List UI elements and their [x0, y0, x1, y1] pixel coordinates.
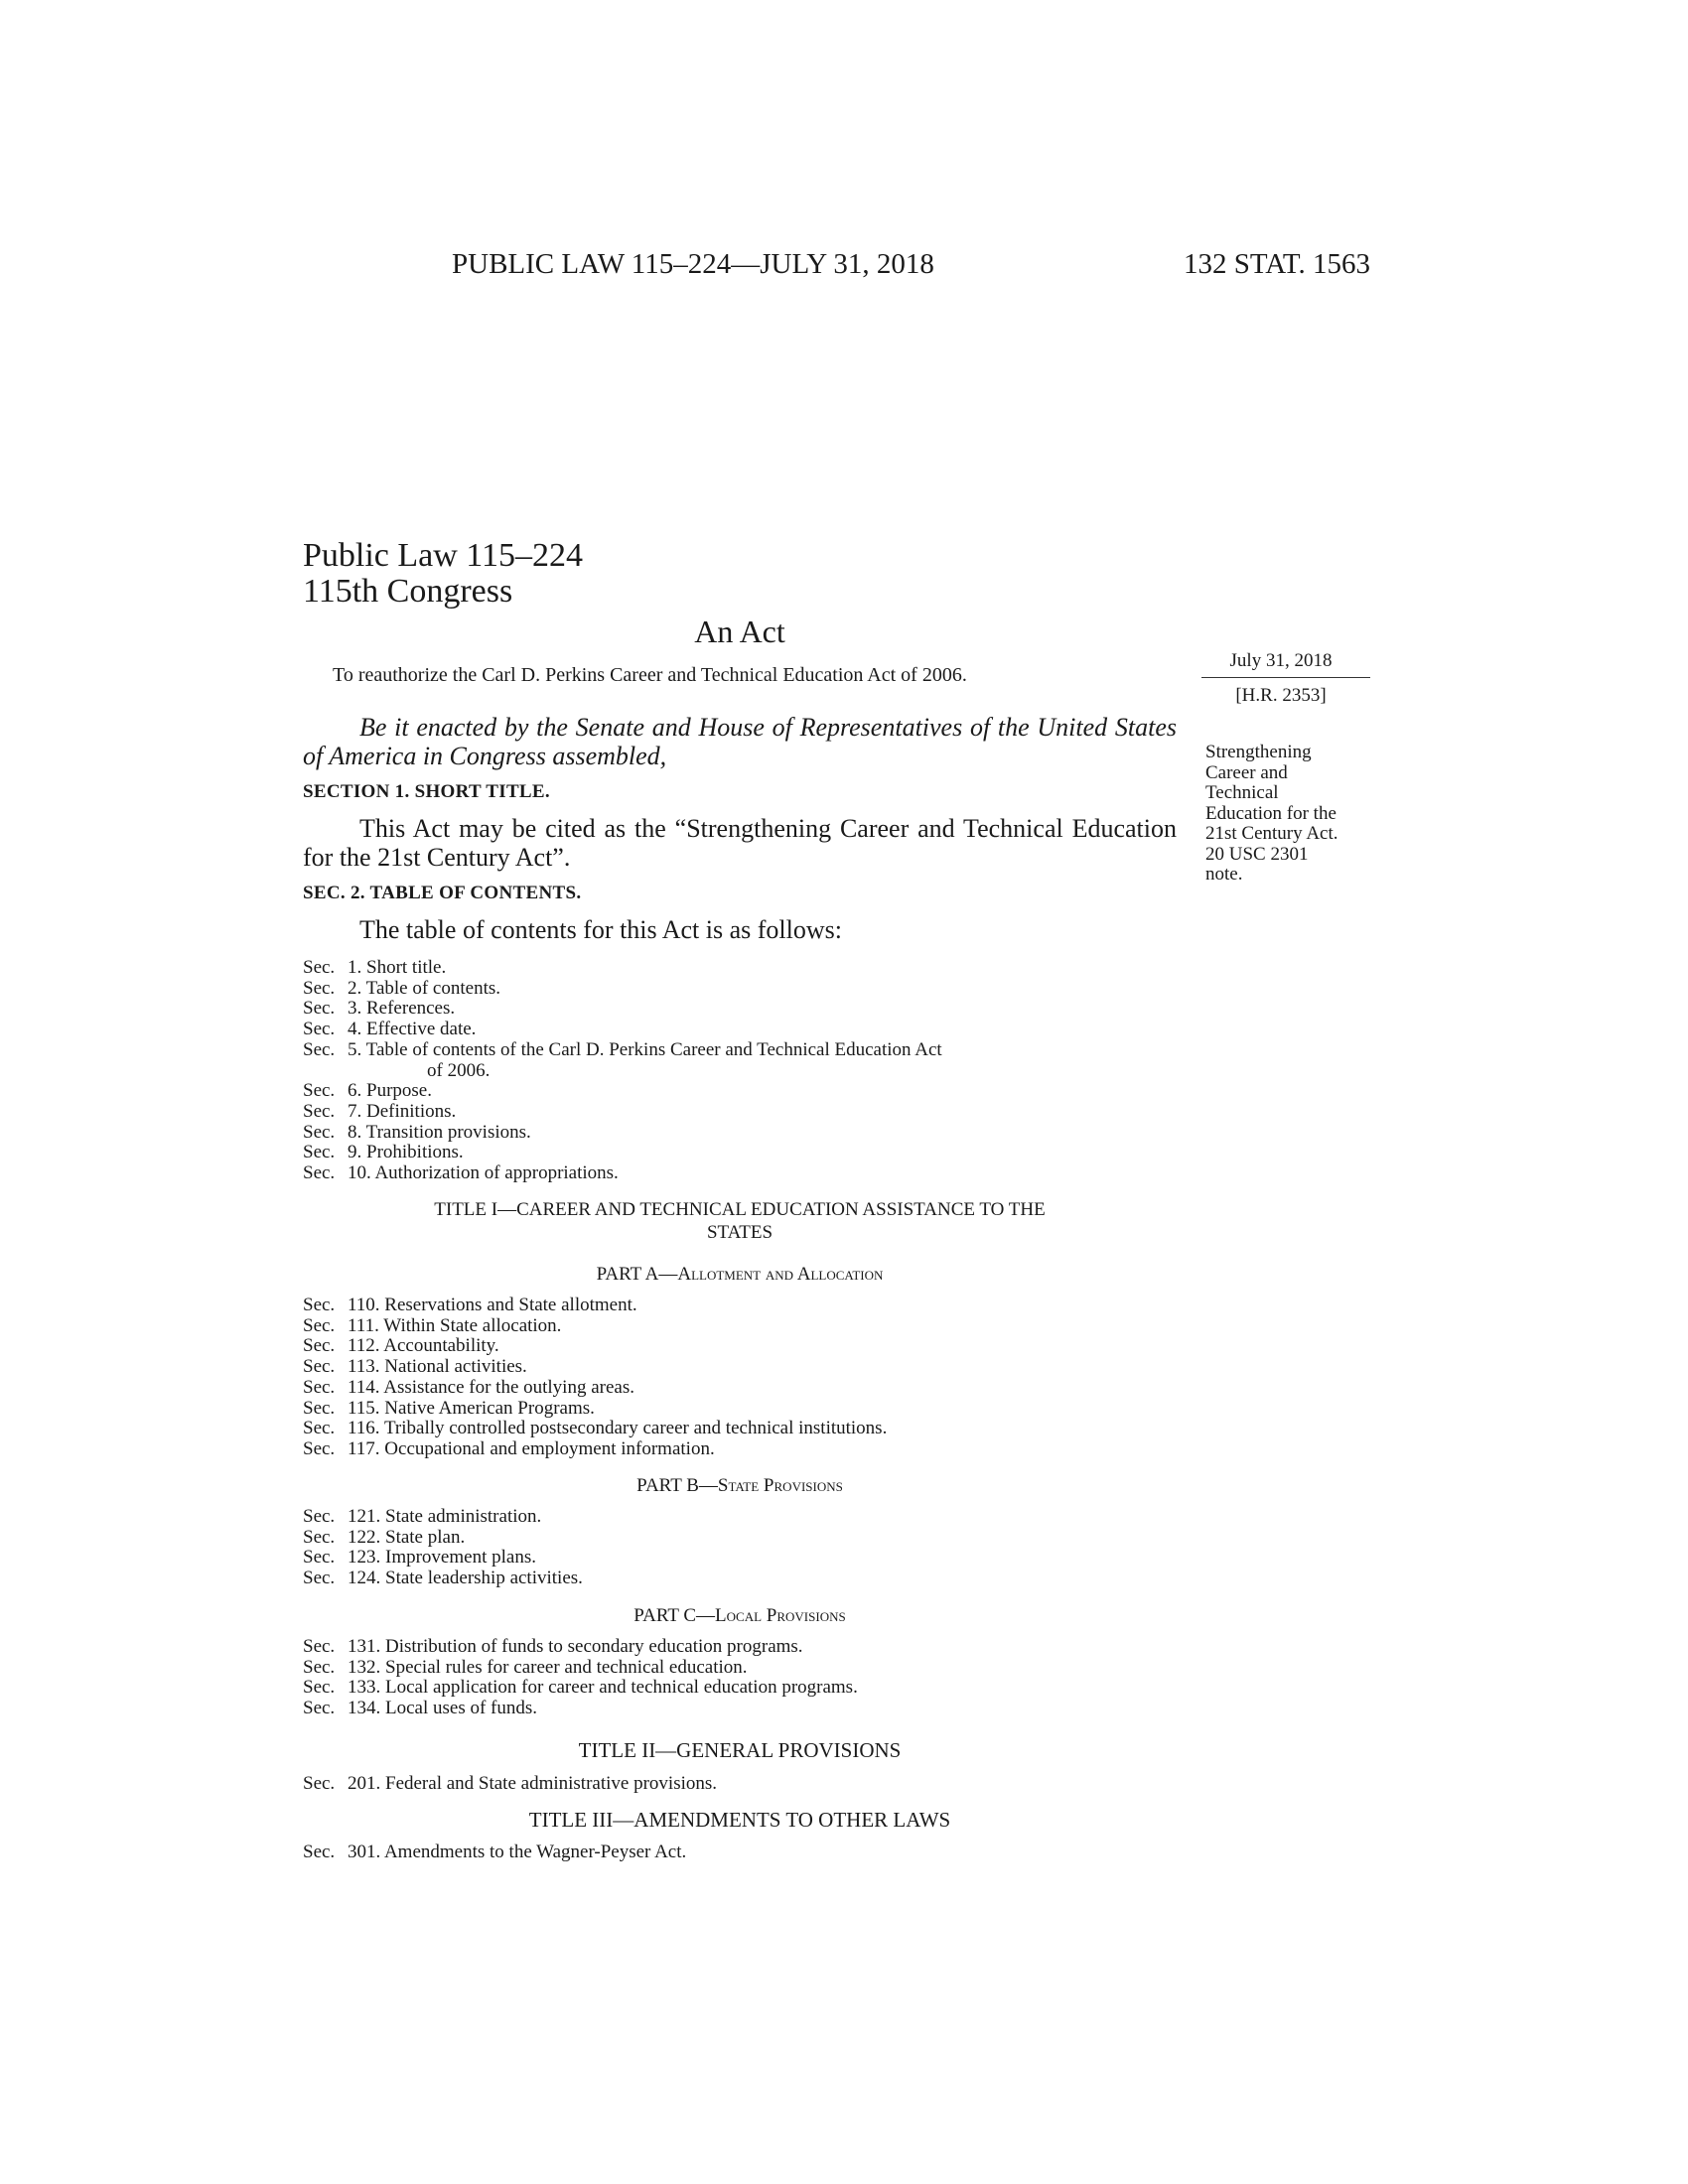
toc-sec-number: 7.: [348, 1100, 362, 1122]
toc-row: [303, 1699, 1196, 1719]
toc-sec-title: Effective date.: [366, 1019, 477, 1040]
toc-sec-number: 2.: [348, 977, 362, 999]
toc-sec-label: Sec.: [303, 1295, 336, 1315]
toc-sec-number: 117.: [348, 1437, 380, 1459]
toc-sec-title: Improvement plans.: [385, 1547, 536, 1569]
toc-sec-label: Sec.: [303, 1677, 336, 1699]
toc-sec-title: Purpose.: [366, 1080, 432, 1102]
toc-sec-number: 124.: [348, 1568, 381, 1589]
toc-sec-title: Local uses of funds.: [385, 1698, 538, 1719]
toc-sec-number: 111.: [348, 1314, 379, 1336]
toc-row: [303, 1507, 1196, 1528]
toc-sec-number: 131.: [348, 1636, 381, 1657]
toc-sec-title: State administration.: [385, 1506, 542, 1527]
toc-row: [303, 1569, 1196, 1589]
public-law-title: Public Law 115–224: [303, 537, 584, 574]
toc-sec-number: 113.: [348, 1356, 380, 1378]
sidebar-note-line: 21st Century Act.: [1205, 823, 1338, 844]
toc-part-c-heading: [303, 1604, 1177, 1627]
running-header: [452, 248, 1370, 288]
toc-row: [303, 1336, 1196, 1357]
toc-sec-title: Definitions.: [366, 1100, 457, 1122]
toc-sec-title: Short title.: [366, 957, 447, 978]
toc-sec-label: Sec.: [303, 1842, 336, 1862]
enacting-clause: Be it enacted by the Senate and House of Representatives of the United States of America in Congress assembled,: [303, 713, 1177, 770]
toc-title-1-heading: [303, 1198, 1177, 1244]
act-heading: An Act: [694, 614, 785, 649]
toc-sec-label: Sec.: [303, 1773, 336, 1794]
toc-row: [303, 1419, 1196, 1439]
toc-sec-title: Table of contents.: [365, 977, 500, 999]
toc-sec-number: 201.: [348, 1773, 381, 1794]
toc-sec-number: 5.: [348, 1038, 362, 1060]
toc-sec-title: Native American Programs.: [384, 1397, 595, 1419]
toc-title-3-heading: TITLE III—AMENDMENTS TO OTHER LAWS: [528, 1808, 951, 1832]
congress-title: 115th Congress: [303, 573, 513, 610]
toc-sec-label: Sec.: [303, 1418, 336, 1439]
sidebar-note-line: 20 USC 2301: [1205, 843, 1309, 865]
running-header-stat-page: 132 STAT. 1563: [1183, 248, 1370, 280]
toc-sec-number: 133.: [348, 1677, 381, 1699]
toc-row: [303, 1020, 1196, 1040]
toc-title-2-heading: TITLE II—GENERAL PROVISIONS: [578, 1738, 902, 1762]
toc-sec-number: 9.: [348, 1142, 362, 1163]
toc-title-1-line1: TITLE I—CAREER AND TECHNICAL EDUCATION ASSISTANCE TO THE: [434, 1199, 1046, 1220]
toc-row: [303, 1637, 1196, 1658]
toc-row: [303, 1296, 1196, 1316]
sidebar-note-line: Career and: [1205, 761, 1288, 783]
sidebar-note-line: Technical: [1205, 782, 1279, 803]
toc-row: [303, 1040, 1196, 1061]
part-a-name: Allotment and Allocation: [677, 1264, 884, 1285]
toc-sec-title: Distribution of funds to secondary education programs.: [385, 1636, 803, 1657]
toc-sec-label: Sec.: [303, 1698, 336, 1719]
toc-sec-number: 116.: [348, 1418, 380, 1439]
toc-sec-number: 4.: [348, 1019, 362, 1040]
toc-row: [303, 1678, 1196, 1699]
toc-sec-label: Sec.: [303, 1356, 336, 1378]
toc-sec-label: Sec.: [303, 1314, 336, 1336]
purpose-line: To reauthorize the Carl D. Perkins Career and Technical Education Act of 2006.: [333, 664, 967, 686]
toc-sec-number: 121.: [348, 1506, 381, 1527]
toc-part-c-sections: [303, 1637, 1196, 1719]
section-2-heading: SEC. 2. TABLE OF CONTENTS.: [303, 883, 582, 903]
toc-sec-label: Sec.: [303, 1437, 336, 1459]
toc-sec-label: Sec.: [303, 1397, 336, 1419]
toc-sec-label: Sec.: [303, 1100, 336, 1122]
toc-sec-number: 1.: [348, 957, 362, 978]
toc-row: [303, 1123, 1196, 1144]
part-b-name: State Provisions: [717, 1475, 843, 1496]
toc-sec-label: Sec.: [303, 1636, 336, 1657]
toc-sec-label: Sec.: [303, 1038, 336, 1060]
toc-sec-number: 8.: [348, 1121, 362, 1143]
toc-row: [303, 1439, 1196, 1460]
toc-sec-title: State leadership activities.: [385, 1568, 583, 1589]
toc-row-continuation: of 2006.: [427, 1059, 491, 1081]
toc-sec-number: 132.: [348, 1656, 381, 1678]
toc-row: [303, 1081, 1196, 1102]
toc-sec-label: Sec.: [303, 1656, 336, 1678]
toc-row: [303, 1102, 1196, 1123]
sidebar-margin-note: [1205, 743, 1384, 886]
toc-sec-label: Sec.: [303, 1335, 336, 1357]
toc-sec-number: 122.: [348, 1526, 381, 1548]
toc-sec-title: Special rules for career and technical education.: [385, 1656, 748, 1678]
toc-sec-label: Sec.: [303, 1568, 336, 1589]
toc-sec-label: Sec.: [303, 1162, 336, 1184]
toc-sec-label: Sec.: [303, 957, 336, 978]
toc-sec-title: State plan.: [385, 1526, 466, 1548]
toc-sec-title: Accountability.: [383, 1335, 499, 1357]
toc-title-3-sections: [303, 1843, 1196, 1863]
toc-sec-label: Sec.: [303, 1506, 336, 1527]
part-a-prefix: PART A—: [596, 1264, 678, 1285]
toc-sec-title: Transition provisions.: [365, 1121, 531, 1143]
sidebar-note-line: Strengthening: [1205, 742, 1312, 762]
toc-sec-label: Sec.: [303, 1142, 336, 1163]
toc-sec-label: Sec.: [303, 998, 336, 1020]
toc-intro: The table of contents for this Act is as follows:: [359, 915, 842, 944]
toc-row: [303, 1528, 1196, 1549]
toc-sec-label: Sec.: [303, 1376, 336, 1398]
section-1-heading: SECTION 1. SHORT TITLE.: [303, 781, 550, 802]
running-header-law-date: PUBLIC LAW 115–224—JULY 31, 2018: [452, 248, 934, 280]
sidebar-note-line: note.: [1205, 864, 1243, 885]
toc-title-1-line2: STATES: [706, 1222, 774, 1243]
sidebar-date: July 31, 2018: [1229, 650, 1333, 671]
sidebar-bill-number: [H.R. 2353]: [1235, 685, 1327, 706]
toc-part-a-heading: [303, 1263, 1177, 1286]
toc-row: [303, 1357, 1196, 1378]
toc-sec-number: 110.: [348, 1295, 380, 1315]
toc-part-b-heading: [303, 1474, 1177, 1497]
short-title-text: This Act may be cited as the “Strengthening Career and Technical Education for the 21st Century Act”.: [303, 814, 1177, 872]
toc-sec-number: 112.: [348, 1335, 380, 1357]
toc-sec-title: Reservations and State allotment.: [384, 1295, 637, 1315]
toc-part-b-sections: [303, 1507, 1196, 1589]
toc-row: [303, 1378, 1196, 1399]
toc-sec-title: Assistance for the outlying areas.: [383, 1376, 634, 1398]
toc-sec-title: References.: [366, 998, 456, 1020]
toc-row: [303, 1143, 1196, 1163]
toc-sec-title: Tribally controlled postsecondary career and technical institutions.: [383, 1418, 888, 1439]
part-c-name: Local Provisions: [715, 1605, 846, 1626]
toc-row: [303, 1163, 1196, 1184]
sidebar-note-line: Education for the: [1205, 802, 1336, 824]
toc-sec-title: Amendments to the Wagner-Peyser Act.: [383, 1842, 687, 1862]
toc-sec-title: Local application for career and technical education programs.: [385, 1677, 858, 1699]
toc-sec-number: 10.: [348, 1162, 371, 1184]
toc-sec-title: Authorization of appropriations.: [374, 1162, 619, 1184]
toc-sec-label: Sec.: [303, 977, 336, 999]
toc-sec-title: Within State allocation.: [383, 1314, 562, 1336]
toc-row: [303, 1774, 1196, 1795]
toc-sec-number: 134.: [348, 1698, 381, 1719]
toc-sec-label: Sec.: [303, 1019, 336, 1040]
toc-sec-number: 114.: [348, 1376, 380, 1398]
toc-row: [303, 999, 1196, 1020]
toc-row: [303, 1658, 1196, 1679]
toc-sec-label: Sec.: [303, 1121, 336, 1143]
toc-sec-title: Occupational and employment information.: [384, 1437, 715, 1459]
toc-sec-number: 3.: [348, 998, 362, 1020]
toc-title-2-sections: [303, 1774, 1196, 1795]
toc-sec-title: National activities.: [384, 1356, 527, 1378]
toc-sec-number: 123.: [348, 1547, 381, 1569]
sidebar-rule: [1201, 677, 1370, 678]
toc-row: [303, 1316, 1196, 1337]
toc-sec-title: Table of contents of the Carl D. Perkins Career and Technical Education Act: [365, 1038, 942, 1060]
toc-row: [303, 958, 1196, 979]
toc-sec-number: 301.: [348, 1842, 381, 1862]
toc-sec-title: Federal and State administrative provisions.: [385, 1773, 718, 1794]
toc-sec-label: Sec.: [303, 1080, 336, 1102]
toc-sec-label: Sec.: [303, 1526, 336, 1548]
toc-sec-number: 6.: [348, 1080, 362, 1102]
toc-sec-number: 115.: [348, 1397, 380, 1419]
toc-row: [303, 979, 1196, 1000]
toc-sec-label: Sec.: [303, 1547, 336, 1569]
toc-part-a-sections: [303, 1296, 1196, 1460]
toc-row: [303, 1843, 1196, 1863]
part-b-prefix: PART B—: [636, 1475, 718, 1496]
toc-row: [303, 1399, 1196, 1420]
part-c-prefix: PART C—: [633, 1605, 716, 1626]
toc-row: [303, 1548, 1196, 1569]
toc-general-sections: [303, 958, 1196, 1184]
toc-sec-title: Prohibitions.: [366, 1142, 464, 1163]
